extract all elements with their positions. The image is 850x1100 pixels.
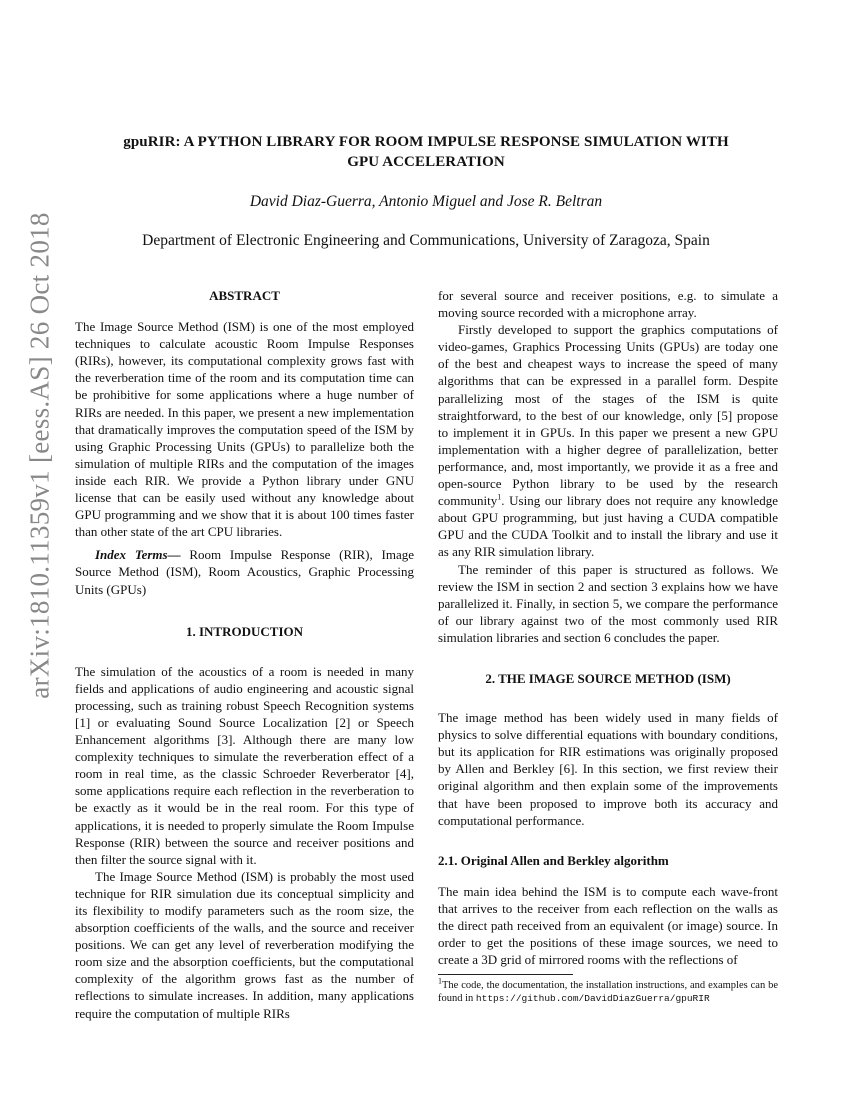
intro-paragraph-1: The simulation of the acoustics of a room is needed in many fields and applications of audio engineering and acoustic signal processing, such as training robust Speech Recognition systems [1] or evaluating Sound Source Localization [2] or Speech Enhancement algorithms [3]. Although there are many low complexity techniques to simulate the reverberation effect of a room in real time, as the classic Schroeder Reverberator [4], some applications require each reflection in the reverberation to be exactly as it would be in the real room. For this type of applications, it is needed to properly simulate the Room Impulse Response (RIR) between the source and receiver positions and then filter the source signal with it. bbox=[75, 663, 414, 867]
intro-paragraph-4: The reminder of this paper is structured as follows. We review the ISM in section 2 and section 3 explains how we have parallelized it. Finally, in section 5, we compare the performance of our library against two of the most commonly used RIR simulation libraries and section 6 concludes the paper. bbox=[438, 561, 778, 645]
arxiv-stamp bbox=[22, 211, 58, 699]
footnote-1 bbox=[438, 976, 778, 1005]
intro-paragraph-3 bbox=[438, 321, 778, 560]
left-column bbox=[75, 287, 414, 1022]
intro-paragraph-3-text: Firstly developed to support the graphics computations of video-games, Graphics Processing Units (GPUs) are today one of the best and cheapest ways to increase the speed of many algorithms that can be expressed in a parallel form. Despite parallelizing most of the stages of the ISM is quite straightforward, to the best of our knowledge, only [5] propose to implement it in GPUs. In this paper we present a new GPU implementation with a higher degree of parallelization, better performance, and, most importantly, we provide it as a free and open-source Python library to be used by the research community bbox=[438, 322, 778, 509]
section-1-heading: 1. INTRODUCTION bbox=[185, 623, 303, 639]
footnote-mark: 1 bbox=[438, 976, 442, 986]
index-terms-label: Index Terms— bbox=[95, 547, 181, 563]
section-2-heading: 2. THE IMAGE SOURCE METHOD (ISM) bbox=[485, 670, 731, 686]
ism-paragraph-1: The image method has been widely used in many fields of physics to solve differential equations with boundary conditions, but its application for RIR estimations was originally proposed by Allen and Berkley [6]. In this section, we first review their original algorithm and then explain some of the improvements that have been proposed to improve both its accuracy and computational performance. bbox=[438, 710, 778, 828]
index-terms bbox=[75, 546, 414, 597]
footnote-area bbox=[438, 974, 778, 1005]
index-terms-text: Room Impulse Response (RIR), Image Source Method (ISM), Room Acoustics, Graphic Processing Units (GPUs) bbox=[75, 547, 414, 597]
intro-paragraph-2-continued: for several source and receiver positions, e.g. to simulate a moving source recorded with a microphone array. bbox=[438, 288, 778, 321]
footnote-reference: 1 bbox=[497, 492, 502, 502]
paper-title bbox=[70, 132, 782, 172]
right-column bbox=[438, 287, 778, 1005]
intro-paragraph-2: The Image Source Method (ISM) is probably the most used technique for RIR simulation due its conceptual simplicity and its flexibility to modify parameters such as the room size, the absorption coefficients of the walls, and the source and receiver positions. We can get any level of reverberation modifying the room size and the absorption coefficients, but the computational complexity of the algorithm grows fast as the number of reflections to simulate increases. In addition, many applications require the computation of multiple RIRs bbox=[75, 868, 414, 1021]
title-line-1: gpuRIR: A PYTHON LIBRARY FOR ROOM IMPULSE RESPONSE SIMULATION WITH bbox=[123, 134, 729, 150]
affiliation: Department of Electronic Engineering and Communications, University of Zaragoza, Spain bbox=[142, 232, 710, 249]
footnote-url[interactable]: https://github.com/DavidDiazGuerra/gpuRIR bbox=[475, 993, 710, 1005]
abstract-heading: ABSTRACT bbox=[209, 288, 280, 303]
arxiv-stamp-text: arXiv:1810.11359v1 [eess.AS] 26 Oct 2018 bbox=[24, 211, 55, 699]
subsection-2-1-heading: 2.1. Original Allen and Berkley algorithm bbox=[438, 852, 669, 868]
allen-berkley-paragraph: The main idea behind the ISM is to compute each wave-front that arrives to the receiver from each reflection on the walls as the direct path received from an equivalent (or image) source. In order to get the positions of these image sources, we need to create a 3D grid of mirrored rooms with the reflections of bbox=[438, 883, 778, 968]
intro-paragraph-3-rest: . Using our library does not require any knowledge about GPU programming, but just having a CUDA compatible GPU and the CUDA Toolkit and to install the library and use it as any RIR simulation library. bbox=[438, 493, 778, 560]
authors: David Diaz-Guerra, Antonio Miguel and Jose R. Beltran bbox=[249, 193, 603, 210]
footnote-text: The code, the documentation, the installation instructions, and examples can be found in bbox=[438, 980, 778, 1005]
title-line-2: GPU ACCELERATION bbox=[347, 154, 505, 170]
footnote-rule bbox=[438, 974, 573, 975]
abstract-body: The Image Source Method (ISM) is one of the most employed techniques to calculate acoustic Room Impulse Responses (RIRs), however, its computational complexity grows fast with the reverberation time of the room and its computation time can be prohibitive for some applications where a huge number of RIRs are needed. In this paper, we present a new implementation that dramatically improves the computation speed of the ISM by using Graphic Processing Units (GPUs) to parallelize both the simulation of multiple RIRs and the computation of the images inside each RIR. We provide a Python library under GNU license that can be easily used without any knowledge about GPU programming and we show that it is about 100 times faster than other state of the art CPU libraries. bbox=[75, 319, 414, 540]
